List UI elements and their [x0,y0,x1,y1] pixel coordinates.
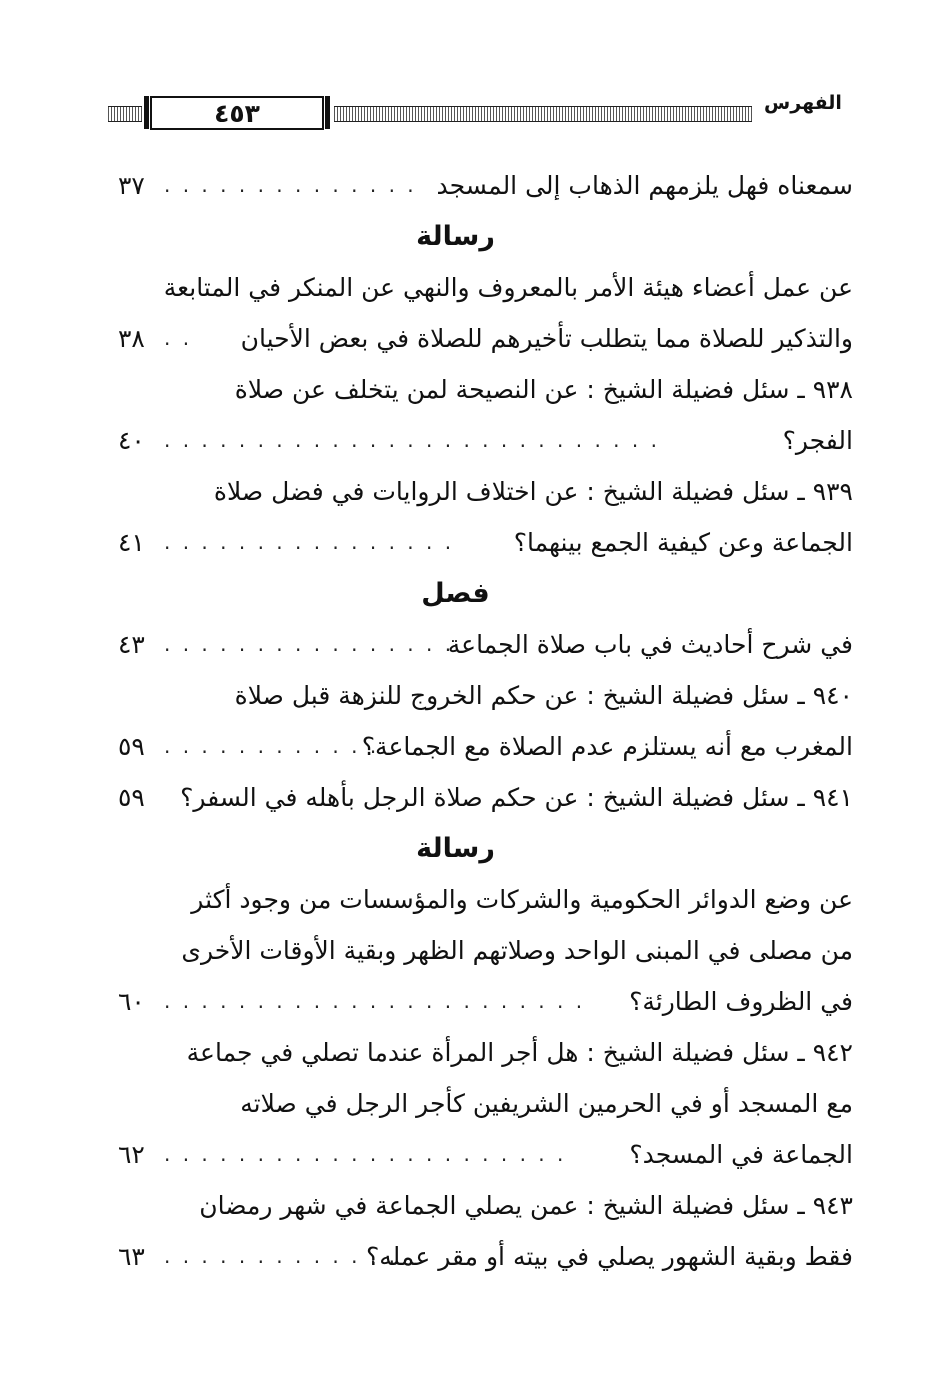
toc-page-number: ٤٠ [118,426,145,455]
toc-entry [118,466,853,517]
toc-entry-text: والتذكير للصلاة مما يتطلب تأخيرهم للصلاة في بعض الأحيان [240,324,853,353]
running-title: الفهرس [764,92,842,114]
toc-entry-text: من مصلى في المبنى الواحد وصلاتهم الظهر وبقية الأوقات الأخرى [181,936,853,965]
section-heading-text: رسالة [416,221,495,252]
toc-entry [118,772,853,823]
toc-entry-text: عن وضع الدوائر الحكومية والشركات والمؤسسات من وجود أكثر [191,885,853,914]
page-number: ٤٥٣ [150,96,324,130]
toc-entry [118,1180,853,1231]
leader-dots: . . . . . . . . . . . . . . . . . [164,632,473,656]
leader-dots: . . . . . . . . . . . . . . . . [164,530,455,554]
toc-entry [118,670,853,721]
toc-entry-text: في شرح أحاديث في باب صلاة الجماعة [447,630,853,659]
toc-page-number: ٦٣ [118,1242,145,1271]
leader-dots: . . . . . . . . . . . . . . [164,173,417,197]
toc-entry [118,517,853,568]
toc-entry [118,160,853,211]
header-rule-left [108,106,142,122]
section-heading-text: فصل [421,578,490,609]
table-of-contents [118,160,853,1282]
toc-page-number: ٥٩ [118,732,145,761]
toc-entry [118,313,853,364]
toc-entry-text: ٩٤٠ ـ سئل فضيلة الشيخ : عن حكم الخروج للنزهة قبل صلاة [234,681,853,710]
leader-dots: . . . . . . . . . . . . . [164,1244,398,1268]
toc-entry-text: الفجر؟ [782,426,853,455]
toc-entry-text: فقط وبقية الشهور يصلي في بيته أو مقر عمله؟ [365,1242,853,1271]
toc-entry-text: في الظروف الطارئة؟ [629,987,853,1016]
toc-entry [118,976,853,1027]
leader-dots: . . . . . . . . . . . . . . . . . . . . . . . [164,989,586,1013]
toc-entry-text: مع المسجد أو في الحرمين الشريفين كأجر الرجل في صلاته [240,1089,853,1118]
toc-page-number: ٤١ [118,528,145,557]
toc-entry [118,874,853,925]
toc-entry [118,1078,853,1129]
section-heading [118,568,853,619]
toc-page-number: ٥٩ [118,783,145,812]
section-heading-text: رسالة [416,833,495,864]
toc-entry-text: الجماعة وعن كيفية الجمع بينهما؟ [513,528,853,557]
page-header [108,92,848,132]
toc-entry [118,415,853,466]
toc-entry [118,619,853,670]
toc-entry-text: عن عمل أعضاء هيئة الأمر بالمعروف والنهي عن المنكر في المتابعة [163,273,853,302]
toc-entry-text: ٩٤٣ ـ سئل فضيلة الشيخ : عمن يصلي الجماعة في شهر رمضان [199,1191,853,1220]
toc-entry [118,721,853,772]
toc-entry-text: الجماعة في المسجد؟ [629,1140,853,1169]
leader-dots: . . . . . . . . . . . . . . . . . . . . . . [164,1142,567,1166]
toc-page-number: ٦٠ [118,987,145,1016]
toc-entry-text: ٩٣٩ ـ سئل فضيلة الشيخ : عن اختلاف الروايات في فضل صلاة [213,477,853,506]
toc-page-number: ٦٢ [118,1140,145,1169]
toc-page-number: ٣٧ [118,171,145,200]
section-heading [118,211,853,262]
leader-dots: . . . . . . . . . . . . [164,734,380,758]
toc-page-number: ٣٨ [118,324,145,353]
toc-entry [118,925,853,976]
toc-entry-text: ٩٣٨ ـ سئل فضيلة الشيخ : عن النصيحة لمن يتخلف عن صلاة [234,375,853,404]
leader-dots: . . [164,326,193,350]
toc-entry [118,364,853,415]
toc-entry-text: المغرب مع أنه يستلزم عدم الصلاة مع الجماعة؟ [361,732,853,761]
leader-dots: . . . . . . . . . . . . . . . . . . . . . . . . . . . [164,428,660,452]
toc-entry [118,262,853,313]
header-rule-right [334,106,752,122]
toc-entry [118,1231,853,1282]
toc-entry-text: ٩٤٢ ـ سئل فضيلة الشيخ : هل أجر المرأة عندما تصلي في جماعة [186,1038,853,1067]
toc-entry-text: ٩٤١ ـ سئل فضيلة الشيخ : عن حكم صلاة الرجل بأهله في السفر؟ [180,783,853,812]
toc-entry-text: سمعناه فهل يلزمهم الذهاب إلى المسجد [436,171,853,200]
toc-entry [118,1129,853,1180]
toc-entry [118,1027,853,1078]
toc-page-number: ٤٣ [118,630,145,659]
section-heading [118,823,853,874]
